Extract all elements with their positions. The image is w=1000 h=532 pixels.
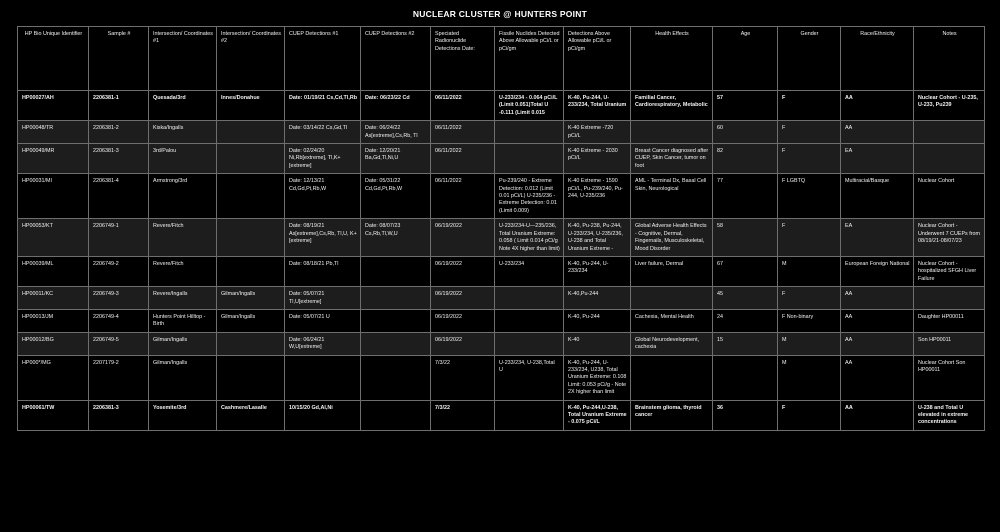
table-row — [18, 332, 985, 355]
cell-detections: K-40 — [564, 332, 631, 355]
cell-notes: Nuclear Cohort - Underwent 7 CUEPs from 08/19/21-08/07/23 — [914, 219, 985, 257]
cell-coord2: Cashmere/Lasalle — [217, 400, 285, 430]
cell-detections: K-40 Extreme - 1590 pCi/L, Pu-239/240, Pu-244, U-235/236 — [564, 174, 631, 219]
cell-age: 58 — [713, 219, 778, 257]
cell-coord1: Revere/Ingalls — [149, 287, 217, 310]
cell-health — [631, 287, 713, 310]
table-row — [18, 309, 985, 332]
cell-detections: K-40, Pu-244 — [564, 309, 631, 332]
cell-cuep1: Date: 01/19/21 Cs,Cd,Tl,Rb — [285, 91, 361, 121]
cell-notes: U-238 and Total U elevated in extreme concentrations — [914, 400, 985, 430]
cell-cuep2 — [361, 332, 431, 355]
cell-detections: K-40, Pu-244, U-233/234 — [564, 256, 631, 286]
cell-id: HP000*/MG — [18, 355, 89, 400]
cell-coord1: Quesada/3rd — [149, 91, 217, 121]
cell-race: EA — [841, 144, 914, 174]
cell-speciated-date: 06/19/2022 — [431, 287, 495, 310]
cell-id: HP00048/TR — [18, 121, 89, 144]
cell-race: EA — [841, 219, 914, 257]
cell-fissile: U-233/234, U-238,Total U — [495, 355, 564, 400]
cell-cuep2: Date: 05/31/22 Cd,Gd,Pt,Rb,W — [361, 174, 431, 219]
cell-age: 57 — [713, 91, 778, 121]
cell-cuep1: Date: 08/19/21 As[extreme],Cs,Rb, Tl,U, K+[extreme] — [285, 219, 361, 257]
cell-cuep2: Date: 06/23/22 Cd — [361, 91, 431, 121]
cell-detections: K-40, Pu-244, U-233/234, Total Uranium — [564, 91, 631, 121]
cell-coord1: Gilman/Ingalls — [149, 332, 217, 355]
cell-speciated-date: 06/11/2022 — [431, 121, 495, 144]
page-title: NUCLEAR CLUSTER @ HUNTERS POINT — [412, 9, 588, 19]
column-header-cuep2: CUEP Detections #2 — [361, 27, 431, 91]
cell-coord2 — [217, 256, 285, 286]
cell-coord2 — [217, 332, 285, 355]
cell-sample: 2206749-1 — [89, 219, 149, 257]
cell-sample: 2206749-5 — [89, 332, 149, 355]
table-row — [18, 219, 985, 257]
cell-health — [631, 355, 713, 400]
cell-detections: K-40,Pu-244 — [564, 287, 631, 310]
table-row — [18, 121, 985, 144]
cell-id: HP00011/KC — [18, 287, 89, 310]
cell-coord2: Gilman/Ingalls — [217, 287, 285, 310]
cell-gender: F — [778, 287, 841, 310]
cell-race: European Foreign National — [841, 256, 914, 286]
cell-coord2 — [217, 121, 285, 144]
table-row — [18, 355, 985, 400]
cell-sample: 2207179-2 — [89, 355, 149, 400]
cell-race: AA — [841, 355, 914, 400]
cell-speciated-date: 06/19/2022 — [431, 256, 495, 286]
cell-id: HP00039/ML — [18, 256, 89, 286]
table-body — [18, 91, 985, 431]
cell-notes: Son HP00011 — [914, 332, 985, 355]
table-row — [18, 400, 985, 430]
cell-race: AA — [841, 400, 914, 430]
cell-sample: 2206381-4 — [89, 174, 149, 219]
cell-race: AA — [841, 91, 914, 121]
cell-age: 24 — [713, 309, 778, 332]
cell-age: 36 — [713, 400, 778, 430]
cell-fissile — [495, 332, 564, 355]
cell-fissile: U-233/234-U—235/236, Total Uranium Extreme: 0.058 ( Limit 0.014 pCi/g Note 4X higher than limit) — [495, 219, 564, 257]
column-header-health-effects: Health Effects — [631, 27, 713, 91]
table-row — [18, 174, 985, 219]
cell-speciated-date: 06/11/2022 — [431, 91, 495, 121]
cell-notes — [914, 287, 985, 310]
cell-id: HP00013/JM — [18, 309, 89, 332]
cell-detections: K-40 Extreme -720 pCi/L — [564, 121, 631, 144]
cell-fissile — [495, 287, 564, 310]
header-row — [18, 27, 985, 91]
cell-gender: F — [778, 219, 841, 257]
cell-coord2: Gilman/Ingalls — [217, 309, 285, 332]
cell-coord1: Yosemite/3rd — [149, 400, 217, 430]
cell-coord1: Armstrong/3rd — [149, 174, 217, 219]
column-header-id: HP Bio Unique Identifier — [18, 27, 89, 91]
cell-health — [631, 121, 713, 144]
cell-gender: F — [778, 400, 841, 430]
cell-cuep1: Date: 08/18/21 Pb,Tl — [285, 256, 361, 286]
cell-age: 45 — [713, 287, 778, 310]
cell-age — [713, 355, 778, 400]
cell-fissile: U-233/234 - 0.064 pCi/L (Limit 0.051)Total U -0.111 (Limit 0.015 — [495, 91, 564, 121]
column-header-speciated-date: Speciated Radionuclide Detections Date: — [431, 27, 495, 91]
cell-id: HP00012/BG — [18, 332, 89, 355]
cell-detections: K-40 Extreme - 2030 pCi/L — [564, 144, 631, 174]
cell-detections: K-40, Pu-244,U-238, Total Uranium Extreme - 0.075 pCi/L — [564, 400, 631, 430]
cell-coord1: Gilman/Ingalls — [149, 355, 217, 400]
cell-notes: Daughter HP00011 — [914, 309, 985, 332]
cell-coord1: Revere/Fitch — [149, 256, 217, 286]
cell-race: AA — [841, 332, 914, 355]
cell-fissile — [495, 121, 564, 144]
cell-health: Liver failure, Dermal — [631, 256, 713, 286]
cell-cuep2: Date: 06/24/22 As[extreme],Cs,Rb, Tl — [361, 121, 431, 144]
cell-race: AA — [841, 309, 914, 332]
column-header-sample: Sample # — [89, 27, 149, 91]
cell-detections: K-40, Pu-244, U-233/234, U238, Total Uranium Extreme: 0.108 Limit: 0.053 pCi/g - Note 2X higher than limit — [564, 355, 631, 400]
cell-cuep1 — [285, 355, 361, 400]
cell-coord2 — [217, 219, 285, 257]
cell-health: Familial Cancer, Cardiorespiratory, Metabolic — [631, 91, 713, 121]
cell-race: AA — [841, 121, 914, 144]
column-header-coord2: Intersection/ Coordinates #2 — [217, 27, 285, 91]
cell-cuep1: Date: 02/24/20 Ni,Rb[extreme], Tl,K+[extreme] — [285, 144, 361, 174]
table-row — [18, 287, 985, 310]
column-header-age: Age — [713, 27, 778, 91]
cell-id: HP00053/KT — [18, 219, 89, 257]
cell-coord2 — [217, 174, 285, 219]
column-header-notes: Notes — [914, 27, 985, 91]
cell-speciated-date: 7/3/22 — [431, 355, 495, 400]
cell-race: Multiracial/Basque — [841, 174, 914, 219]
cell-gender: M — [778, 332, 841, 355]
cell-age: 77 — [713, 174, 778, 219]
cell-sample: 2206381-1 — [89, 91, 149, 121]
cell-cuep1: Date: 05/07/21 Tl,U[extreme] — [285, 287, 361, 310]
cell-age: 15 — [713, 332, 778, 355]
cell-detections: K-40, Pu-238, Pu-244, U-233/234, U-235/236, U-238 and Total Uranium Extreme - — [564, 219, 631, 257]
column-header-coord1: Intersection/ Coordinates #1 — [149, 27, 217, 91]
column-header-fissile-nuclides: Fissile Nuclides Detected Above Allowable pCi/L or pCi/gm — [495, 27, 564, 91]
cell-coord1: Revere/Fitch — [149, 219, 217, 257]
cell-notes: Nuclear Cohort — [914, 174, 985, 219]
cell-coord2: Innes/Donahue — [217, 91, 285, 121]
cell-speciated-date: 06/19/2022 — [431, 219, 495, 257]
cell-sample: 2206749-4 — [89, 309, 149, 332]
cell-notes — [914, 144, 985, 174]
cell-coord1: Kiska/Ingalls — [149, 121, 217, 144]
cell-id: HP00061/TW — [18, 400, 89, 430]
table-row — [18, 256, 985, 286]
cell-cuep2 — [361, 355, 431, 400]
table-row — [18, 91, 985, 121]
cell-coord2 — [217, 144, 285, 174]
nuclear-cluster-table — [17, 26, 985, 431]
column-header-cuep1: CUEP Detections #1 — [285, 27, 361, 91]
cell-cuep1: Date: 06/24/21 W,U[extreme] — [285, 332, 361, 355]
cell-speciated-date: 06/19/2022 — [431, 332, 495, 355]
cell-health: Breast Cancer diagnosed after CUEP, Skin Cancer, tumor on foot — [631, 144, 713, 174]
cell-speciated-date: 7/3/22 — [431, 400, 495, 430]
cell-speciated-date: 06/19/2022 — [431, 309, 495, 332]
cell-age: 60 — [713, 121, 778, 144]
cell-sample: 2206381-2 — [89, 121, 149, 144]
cell-gender: M — [778, 355, 841, 400]
column-header-gender: Gender — [778, 27, 841, 91]
table-container — [0, 26, 1000, 431]
cell-id: HP00049/MR — [18, 144, 89, 174]
cell-race: AA — [841, 287, 914, 310]
cell-gender: F Non-binary — [778, 309, 841, 332]
cell-sample: 2206749-2 — [89, 256, 149, 286]
cell-health: Global Adverse Health Effects - Cognitive, Dermal, Fingernails, Musculoskeletal, Mood Disorder — [631, 219, 713, 257]
cell-cuep1: Date: 12/13/21 Cd,Gd,Pt,Rb,W — [285, 174, 361, 219]
cell-sample: 2206381-3 — [89, 144, 149, 174]
cell-cuep2: Date: 12/20/21 Ba,Gd,Tl,Ni,U — [361, 144, 431, 174]
column-header-detections-above: Detections Above Allowable pCi/L or pCi/gm — [564, 27, 631, 91]
cell-health: Brainstem glioma, thyroid cancer — [631, 400, 713, 430]
cell-speciated-date: 06/11/2022 — [431, 144, 495, 174]
cell-gender: F LGBTQ — [778, 174, 841, 219]
cell-cuep2 — [361, 309, 431, 332]
cell-sample: 2206749-3 — [89, 287, 149, 310]
cell-health: Cachexia, Mental Health — [631, 309, 713, 332]
cell-cuep2 — [361, 400, 431, 430]
cell-gender: F — [778, 144, 841, 174]
cell-gender: F — [778, 121, 841, 144]
cell-cuep1: Date: 05/07/21 U — [285, 309, 361, 332]
cell-cuep2: Date: 08/07/23 Cs,Rb,Tl,W,U — [361, 219, 431, 257]
cell-cuep2 — [361, 287, 431, 310]
table-header — [18, 27, 985, 91]
cell-speciated-date: 06/11/2022 — [431, 174, 495, 219]
table-row — [18, 144, 985, 174]
cell-id: HP00031/MI — [18, 174, 89, 219]
cell-fissile — [495, 400, 564, 430]
cell-cuep1: Date: 03/14/22 Cs,Gd,Tl — [285, 121, 361, 144]
cell-age: 82 — [713, 144, 778, 174]
cell-fissile — [495, 309, 564, 332]
cell-cuep1: 10/15/20 Gd,Al,Ni — [285, 400, 361, 430]
cell-health: AML - Terminal Dx, Basal Cell Skin, Neurological — [631, 174, 713, 219]
cell-sample: 2206381-3 — [89, 400, 149, 430]
cell-id: HP00027/AH — [18, 91, 89, 121]
cell-health: Global Neurodevelopment, cachexia — [631, 332, 713, 355]
cell-age: 67 — [713, 256, 778, 286]
cell-notes: Nuclear Cohort - hospitalized SFGH Liver Failure — [914, 256, 985, 286]
cell-fissile: U-233/234 — [495, 256, 564, 286]
cell-gender: M — [778, 256, 841, 286]
cell-fissile: Pu-239/240 - Extreme Detection: 0.012 (Limit 0.01 pCi/L) U-235/236 - Extreme Detection: 0.01 (Limit 0.009) — [495, 174, 564, 219]
cell-coord1: 3rd/Palou — [149, 144, 217, 174]
cell-gender: F — [778, 91, 841, 121]
cell-coord2 — [217, 355, 285, 400]
cell-cuep2 — [361, 256, 431, 286]
column-header-race: Race/Ethnicity — [841, 27, 914, 91]
cell-notes: Nuclear Cohort Son HP00011 — [914, 355, 985, 400]
cell-notes: Nuclear Cohort - U-235, U-233, Pu239 — [914, 91, 985, 121]
cell-coord1: Hunters Point Hilltop - Birth — [149, 309, 217, 332]
cell-fissile — [495, 144, 564, 174]
cell-notes — [914, 121, 985, 144]
